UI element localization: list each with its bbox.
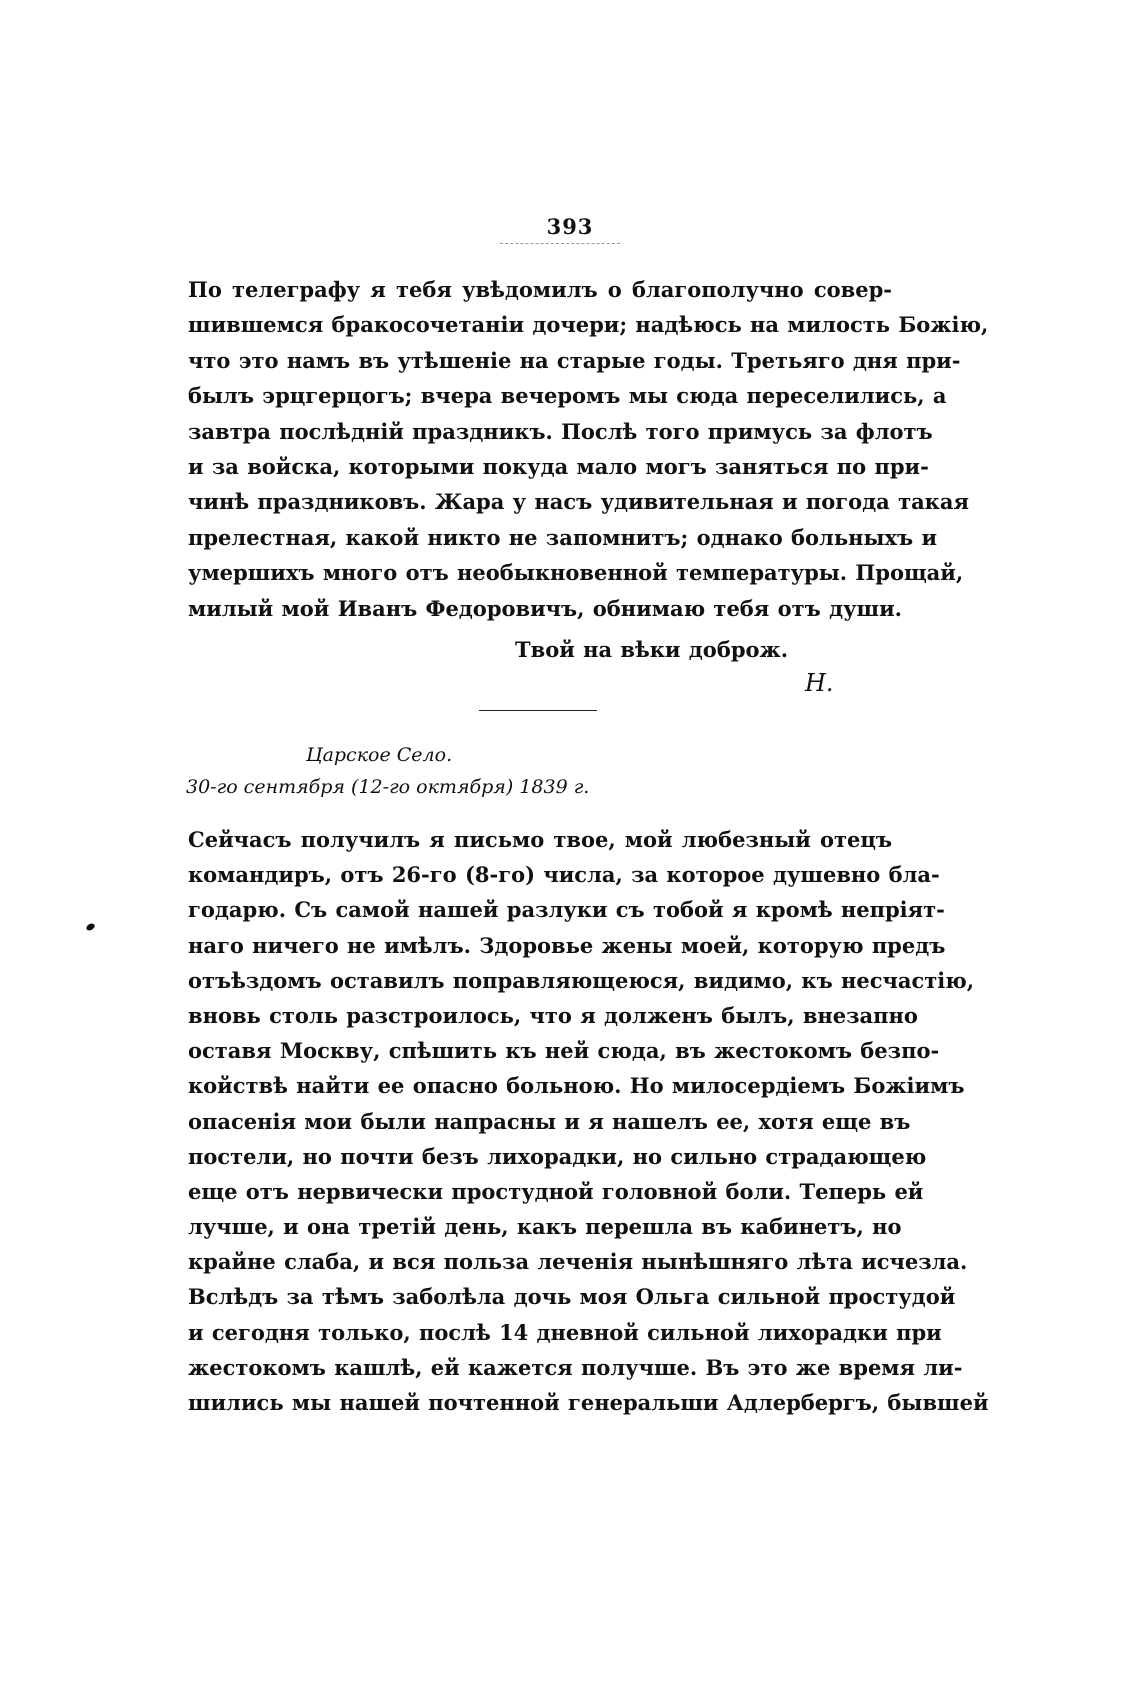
text-line: чинѣ праздниковъ. Жара у насъ удивительная и погода такая [188,489,969,515]
text-line: что это намъ въ утѣшенiе на старые годы. Третьяго дня при- [188,347,961,373]
text-line: наго ничего не имѣлъ. Здоровье жены моей, которую предъ [188,932,946,958]
letter-place: Царское Село. [306,744,453,766]
letter-date: 30-го сентября (12-го октября) 1839 г. [186,776,590,798]
text-line: шились мы нашей почтенной генеральши Адлербергъ, бывшей [188,1390,989,1415]
text-line: опасенiя мои были напрасны и я нашелъ ее, хотя еще въ [188,1108,911,1134]
text-line: По телеграфу я тебя увѣдомилъ о благополучно совер- [188,277,892,302]
text-line: годарю. Съ самой нашей разлуки съ тобой я кромѣ непрiят- [188,897,945,923]
text-line: оставя Москву, спѣшить къ ней сюда, въ жестокомъ безпо- [188,1038,940,1064]
page-number: 393 [546,214,594,239]
text-line: жестокомъ кашлѣ, ей кажется получше. Въ это же время ли- [188,1354,963,1380]
text-line: прелестная, какой никто не запомнитъ; однако больныхъ и [188,524,938,550]
page-number-underline [500,243,620,244]
section-divider [479,710,597,711]
text-line: Сейчасъ получилъ я письмо твое, мой любезный отецъ [188,827,892,852]
text-line: лучше, и она третiй день, какъ перешла въ кабинетъ, но [188,1214,902,1240]
letter-closing: Твой на вѣки доброж. [515,637,789,662]
text-line: постели, но почти безъ лихорадки, но сильно страдающею [188,1143,927,1169]
letter-one-body [188,272,989,626]
text-line: и за войска, которыми покуда мало могъ заняться по при- [188,453,929,479]
text-line: милый мой Иванъ Федоровичъ, обнимаю тебя отъ души. [188,595,902,621]
signature: Н. [805,669,834,697]
letter-two-body [188,822,989,1420]
text-line: крайне слаба, и вся польза леченiя нынѣшняго лѣта исчезла. [188,1249,968,1275]
ink-speck [85,922,96,932]
text-line: умершихъ много отъ необыкновенной температуры. Прощай, [188,560,964,586]
text-line: шившемся бракосочетанiи дочери; надѣюсь на милость Божiю, [188,312,989,338]
text-line: еще отъ нервически простудной головной боли. Теперь ей [188,1178,924,1204]
text-line: вновь столь разстроилось, что я долженъ былъ, внезапно [188,1002,918,1028]
text-line: былъ эрцгерцогъ; вчера вечеромъ мы сюда переселились, а [188,383,947,409]
text-line: и сегодня только, послѣ 14 дневной сильной лихорадки при [188,1319,942,1345]
text-line: койствѣ найти ее опасно больною. Но милосердiемъ Божiимъ [188,1073,965,1099]
text-line: отъѣздомъ оставилъ поправляющеюся, видимо, къ несчастiю, [188,967,975,993]
text-line: Вслѣдъ за тѣмъ заболѣла дочь моя Ольга сильной простудой [188,1284,956,1310]
text-line: командиръ, отъ 26-го (8-го) числа, за которое душевно бла- [188,862,940,888]
text-line: завтра послѣднiй праздникъ. Послѣ того примусь за флотъ [188,418,933,444]
